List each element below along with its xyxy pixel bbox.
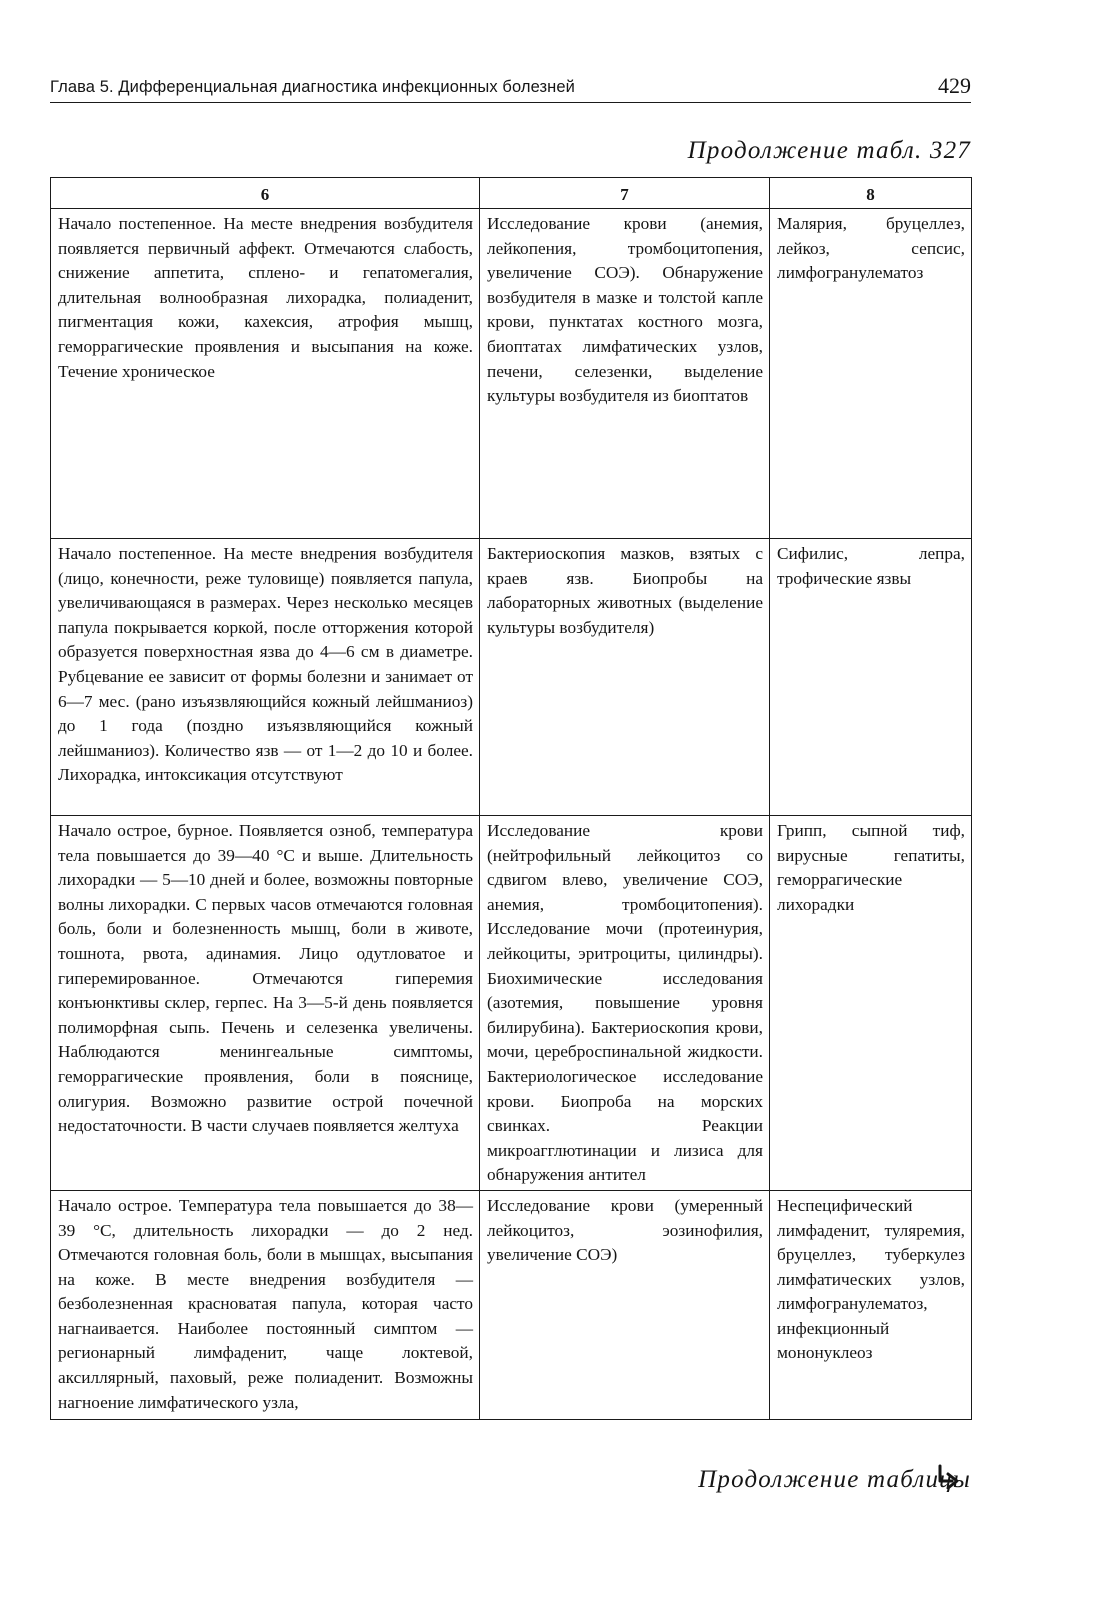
chapter-title: Глава 5. Дифференциальная диагностика инфекционных болезней — [50, 78, 575, 96]
turn-arrow-icon — [934, 1463, 964, 1495]
table-header-row — [51, 178, 972, 209]
differential-diseases-cell: Неспецифический лимфаденит, туляремия, бруцеллез, туберкулез лимфатических узлов, лимфогранулематоз, инфекционный мононуклеоз — [770, 1190, 972, 1419]
column-header-7: 7 — [480, 178, 770, 209]
differential-diagnosis-table — [50, 177, 972, 1420]
page-header — [50, 73, 971, 103]
table-row — [51, 209, 972, 539]
table-row — [51, 539, 972, 816]
lab-diagnostics-cell: Исследование крови (умеренный лейкоцитоз, эозинофилия, увеличение СОЭ) — [480, 1190, 770, 1419]
differential-diseases-cell: Грипп, сыпной тиф, вирусные гепатиты, геморрагические лихорадки — [770, 816, 972, 1191]
table-row — [51, 1190, 972, 1419]
table-continuation-caption: Продолжение табл. 327 — [687, 137, 971, 164]
lab-diagnostics-cell: Исследование крови (нейтрофильный лейкоцитоз со сдвигом влево, увеличение СОЭ, анемия, тромбоцитопения). Исследование мочи (протеинурия, лейкоциты, эритроциты, цилиндры). Биохимические исследования (азотемия, повышение уровня билирубина). Бактериоскопия крови, мочи, цереброспинальной жидкости. Бактериологическое исследование крови. Биопроба на морских свинках. Реакции микроагглютинации и лизиса для обнаружения антител — [480, 816, 770, 1191]
differential-diseases-cell: Сифилис, лепра, трофические язвы — [770, 539, 972, 816]
clinical-picture-cell: Начало острое, бурное. Появляется озноб, температура тела повышается до 39—40 °С и выше. Длительность лихорадки — 5—10 дней и более, возможны повторные волны лихорадки. С первых часов отмечаются головная боль, боли и болезненность мышц, боли в животе, тошнота, рвота, адинамия. Лицо одутловатое и гиперемированное. Отмечаются гиперемия конъюнктивы склер, герпес. На 3—5-й день появляется полиморфная сыпь. Печень и селезенка увеличены. Наблюдаются менингеальные симптомы, геморрагические проявления, боли в пояснице, олигурия. Возможно развитие острой почечной недостаточности. В части случаев появляется желтуха — [51, 816, 480, 1191]
table-continues-caption: Продолжение таблицы — [698, 1466, 971, 1493]
table-row — [51, 816, 972, 1191]
differential-diseases-cell: Малярия, бруцеллез, лейкоз, сепсис, лимфогранулематоз — [770, 209, 972, 539]
lab-diagnostics-cell: Исследование крови (анемия, лейкопения, тромбоцитопения, увеличение СОЭ). Обнаружение возбудителя в мазке и толстой капле крови, пунктатах костного мозга, биоптатах лимфатических узлов, печени, селезенки, выделение культуры возбудителя из биоптатов — [480, 209, 770, 539]
column-header-8: 8 — [770, 178, 972, 209]
lab-diagnostics-cell: Бактериоскопия мазков, взятых с краев язв. Биопробы на лабораторных животных (выделение культуры возбудителя) — [480, 539, 770, 816]
clinical-picture-cell: Начало постепенное. На месте внедрения возбудителя (лицо, конечности, реже туловище) появляется папула, увеличивающаяся в размерах. Через несколько месяцев папула покрывается коркой, после отторжения которой образуется поверхностная язва до 4—6 см в диаметре. Рубцевание ее зависит от формы болезни и занимает от 6—7 мес. (рано изъязвляющийся кожный лейшманиоз) до 1 года (поздно изъязвляющийся кожный лейшманиоз). Количество язв — от 1—2 до 10 и более. Лихорадка, интоксикация отсутствуют — [51, 539, 480, 816]
clinical-picture-cell: Начало острое. Температура тела повышается до 38—39 °С, длительность лихорадки — до 2 нед. Отмечаются головная боль, боли в мышцах, высыпания на коже. В месте внедрения возбудителя — безболезненная красноватая папула, которая часто нагнаивается. Наиболее постоянный симптом — регионарный лимфаденит, чаще локтевой, аксиллярный, паховый, реже полиаденит. Возможны нагноение лимфатического узла, — [51, 1190, 480, 1419]
page-number: 429 — [938, 73, 971, 98]
column-header-6: 6 — [51, 178, 480, 209]
clinical-picture-cell: Начало постепенное. На месте внедрения возбудителя появляется первичный аффект. Отмечаются слабость, снижение аппетита, сплено- и гепатомегалия, длительная волнообразная лихорадка, полиаденит, пигментация кожи, кахексия, атрофия мышц, геморрагические проявления и высыпания на коже. Течение хроническое — [51, 209, 480, 539]
